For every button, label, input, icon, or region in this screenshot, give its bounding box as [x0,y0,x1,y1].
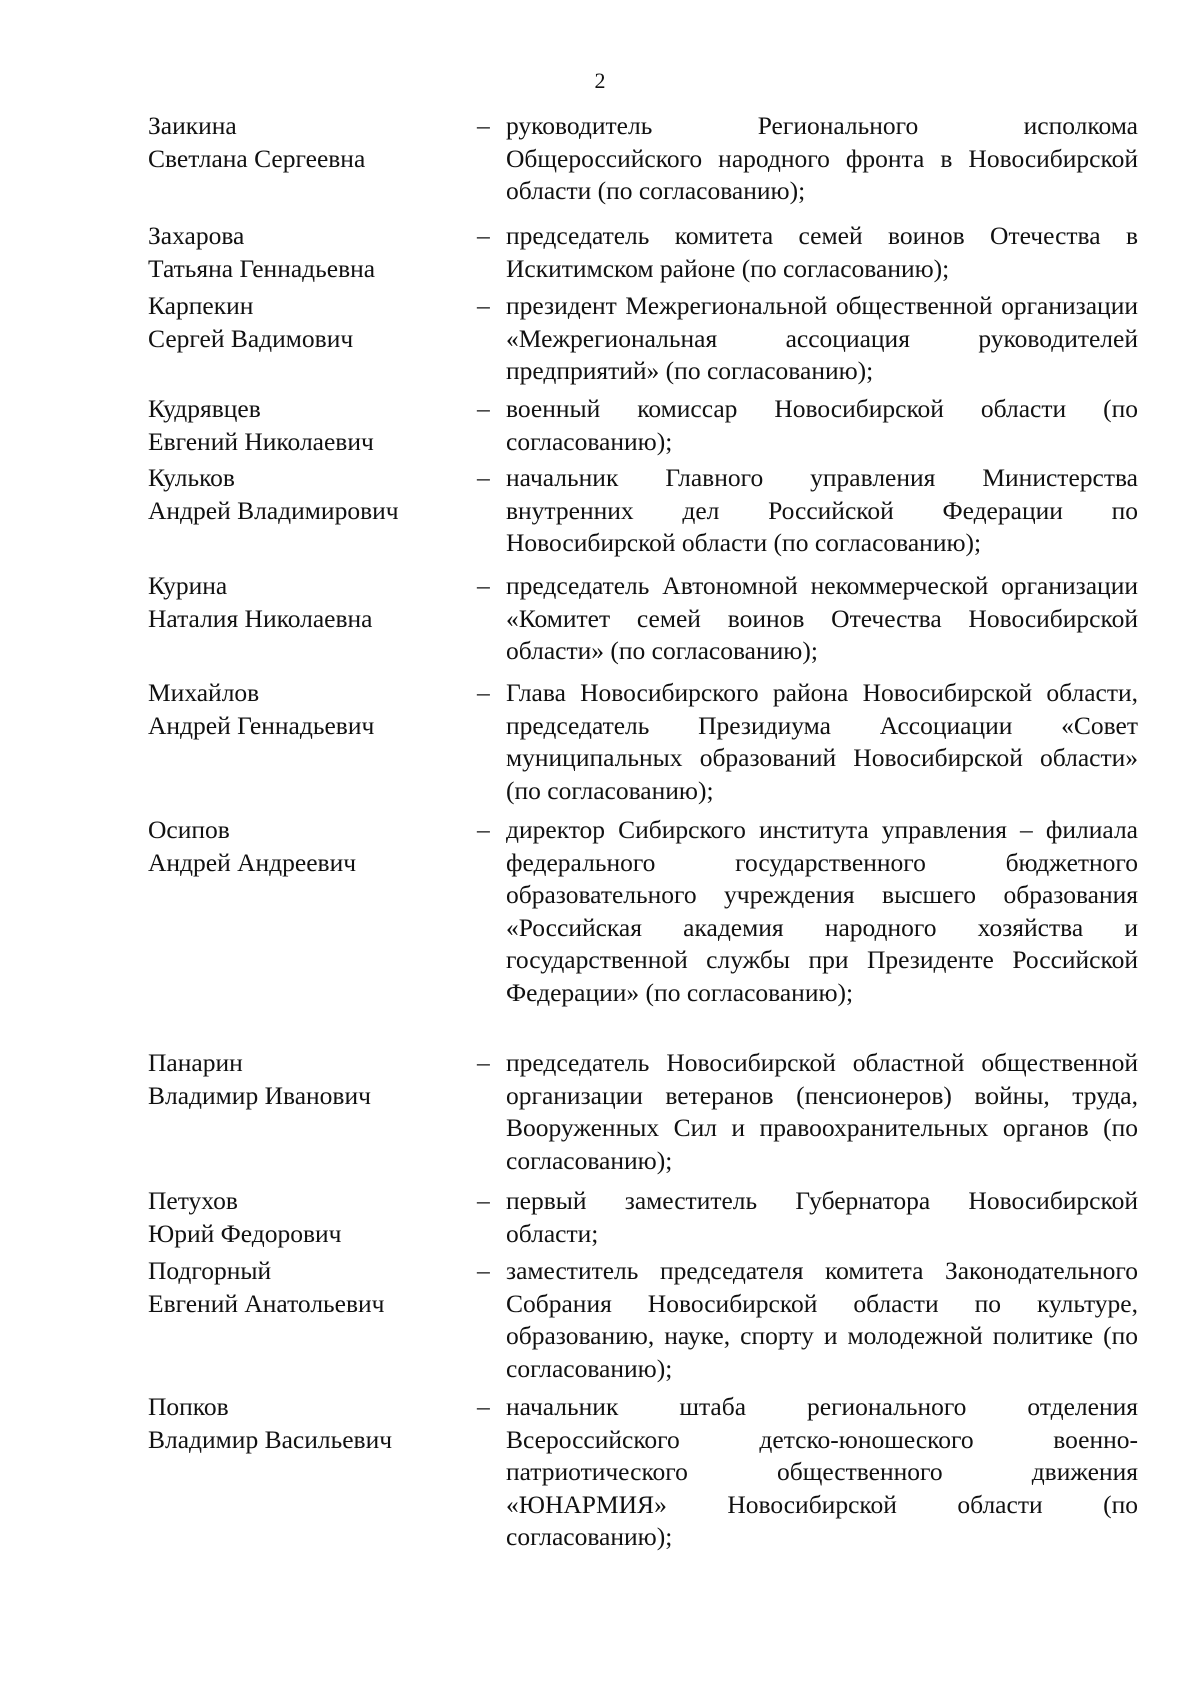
member-position: руководитель Регионального исполкома Общероссийского народного фронта в Новосибирской области (по согласованию); [506,111,1138,206]
member-name [148,220,478,285]
member-surname: Михайлов [148,678,260,707]
member-surname: Попков [148,1392,229,1421]
member-name [148,290,478,355]
member-position: председатель Новосибирской областной общественной организации ветеранов (пенсионеров) войны, труда, Вооруженных Сил и правоохранительных органов (по согласованию); [506,1048,1138,1175]
member-given-name: Сергей Вадимович [148,323,354,353]
member-given-name: Андрей Андреевич [148,847,357,877]
dash-separator: – [477,815,490,844]
member-position: председатель Автономной некоммерческой организации «Комитет семей воинов Отечества Новосибирской области» (по согласованию); [506,571,1138,666]
member-surname: Курина [148,571,228,600]
member-surname: Подгорный [148,1256,272,1285]
member-name [148,1047,478,1112]
dash-separator: – [477,1392,490,1421]
member-surname: Кудрявцев [148,394,261,423]
member-surname: Карпекин [148,291,254,320]
dash-separator: – [477,221,490,250]
dash-separator: – [477,291,490,320]
member-surname: Петухов [148,1186,238,1215]
member-position: первый заместитель Губернатора Новосибирской области; [506,1186,1138,1248]
member-given-name: Светлана Сергеевна [148,143,366,173]
member-position: заместитель председателя комитета Законодательного Собрания Новосибирской области по культуре, образованию, науке, спорту и молодежной политике (по согласованию); [506,1256,1138,1383]
page-number: 2 [594,68,606,93]
member-surname: Заикина [148,111,237,140]
member-position: председатель комитета семей воинов Отечества в Искитимском районе (по согласованию); [506,221,1138,283]
member-name [148,393,478,458]
dash-separator: – [477,111,490,140]
member-surname: Панарин [148,1048,243,1077]
member-position: военный комиссар Новосибирской области (по согласованию); [506,394,1138,456]
dash-separator: – [477,394,490,423]
member-name [148,1391,478,1456]
dash-separator: – [477,463,490,492]
member-name [148,814,478,879]
member-given-name: Татьяна Геннадьевна [148,253,376,283]
dash-separator: – [477,571,490,600]
member-given-name: Наталия Николаевна [148,603,373,633]
member-position: президент Межрегиональной общественной организации «Межрегиональная ассоциация руководителей предприятий» (по согласованию); [506,291,1138,386]
member-position: начальник штаба регионального отделения Всероссийского детско-юношеского военно-патриотического общественного движения «ЮНАРМИЯ» Новосибирской области (по согласованию); [506,1392,1138,1552]
dash-separator: – [477,1186,490,1215]
member-name [148,110,478,175]
dash-separator: – [477,1256,490,1285]
dash-separator: – [477,678,490,707]
member-given-name: Евгений Николаевич [148,426,374,456]
member-given-name: Андрей Владимирович [148,495,399,525]
member-name [148,1185,478,1250]
member-surname: Осипов [148,815,230,844]
member-name [148,570,478,635]
member-given-name: Евгений Анатольевич [148,1288,385,1318]
member-given-name: Владимир Иванович [148,1080,371,1110]
member-name [148,1255,478,1320]
dash-separator: – [477,1048,490,1077]
member-surname: Захарова [148,221,245,250]
member-name [148,677,478,742]
member-position: начальник Главного управления Министерства внутренних дел Российской Федерации по Новосибирской области (по согласованию); [506,463,1138,558]
member-position: директор Сибирского института управления – филиала федерального государственного бюджетного образовательного учреждения высшего образования «Российская академия народного хозяйства и государственной службы при Президенте Российской Федерации» (по согласованию); [506,815,1138,1007]
member-name [148,462,478,527]
member-given-name: Андрей Геннадьевич [148,710,375,740]
member-given-name: Юрий Федорович [148,1218,342,1248]
member-position: Глава Новосибирского района Новосибирской области, председатель Президиума Ассоциации «Совет муниципальных образований Новосибирской области» (по согласованию); [506,678,1138,805]
member-given-name: Владимир Васильевич [148,1424,393,1454]
member-surname: Кульков [148,463,235,492]
